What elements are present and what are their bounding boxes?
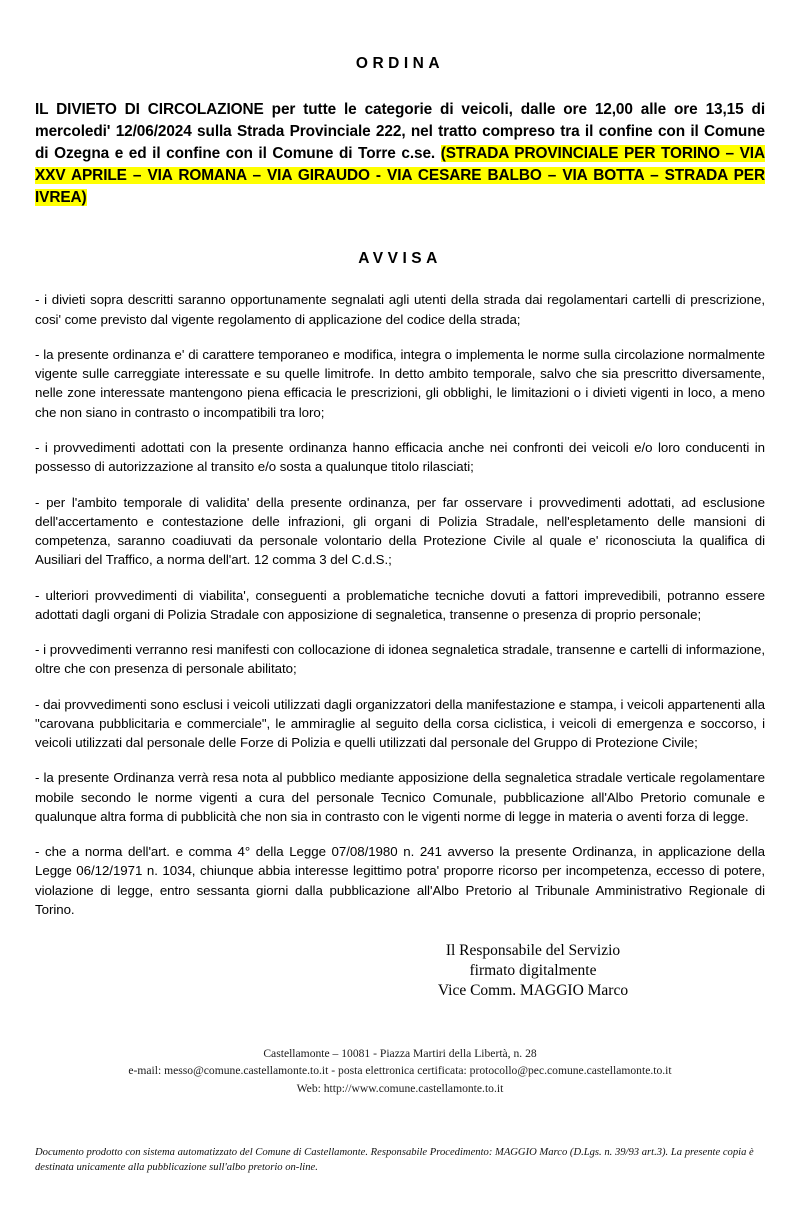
footer-address: Castellamonte – 10081 - Piazza Martiri della Libertà, n. 28	[263, 1046, 537, 1060]
avvisa-paragraph: - i provvedimenti verranno resi manifesti con collocazione di idonea segnaletica stradale, transenne e cartelli di informazione, oltre che con presenza di personale abilitato;	[35, 642, 765, 677]
avvisa-paragraph-list	[35, 290, 765, 919]
avvisa-paragraph: - dai provvedimenti sono esclusi i veicoli utilizzati dagli organizzatori della manifestazione e stampa, i veicoli appartenenti alla "carovana pubblicitaria e commerciale", le ammiraglie al seguito della corsa ciclistica, i veicoli di emergenza e soccorso, i veicoli utilizzati dal personale delle Forze di Polizia e quelli utilizzati dal personale del Gruppo di Protezione Civile;	[35, 696, 765, 751]
ordinance-highlighted-streets: (STRADA PROVINCIALE PER TORINO – VIA XXV APRILE – VIA ROMANA – VIA GIRAUDO - VIA CESARE BALBO – VIA BOTTA – STRADA PER IVREA)	[35, 144, 765, 206]
avvisa-paragraph: - per l'ambito temporale di validita' della presente ordinanza, per far osservare i provvedimenti adottati, ad esclusione dell'accertamento e contestazione delle infrazioni, gli organi di Polizia Stradale, nell'espletamento delle mansioni di competenza, saranno coadiuvati da personale volontario della Protezione Civile al quale e' riconosciuta la qualifica di Ausiliari del Traffico, a norma dell'art. 12 comma 3 del C.d.S.;	[35, 494, 765, 568]
ordinance-body	[35, 99, 765, 208]
avvisa-heading: AVVISA	[358, 250, 442, 268]
ordina-heading: ORDINA	[355, 55, 445, 72]
ordinance-text: IL DIVIETO DI CIRCOLAZIONE per tutte le categorie di veicoli, dalle ore 12,00 alle ore 13,15 di mercoledi' 12/06/2024 sulla Strada Provinciale 222, nel tratto compreso tra il confine con il Comune di Ozegna e ed il confine con il Comune di Torre c.se.	[35, 101, 765, 162]
footer-disclaimer: Documento prodotto con sistema automatizzato del Comune di Castellamonte. Responsabile Procedimento: MAGGIO Marco (D.Lgs. n. 39/93 art.3). La presente copia è destinata unicamente alla pubblicazione sull'albo pretorio on-line.	[35, 1147, 754, 1173]
signature-name: Vice Comm. MAGGIO Marco	[437, 981, 629, 999]
signature-role: Il Responsabile del Servizio	[445, 942, 621, 960]
signature-digital-note: firmato digitalmente	[469, 962, 597, 980]
footer-contact-block	[35, 1045, 765, 1097]
avvisa-paragraph: - ulteriori provvedimenti di viabilita', conseguenti a problematiche tecniche dovuti a fattori imprevedibili, potranno essere adottati dagli organi di Polizia Stradale con apposizione di segnaletica, transenne o presenza di proprio personale;	[35, 587, 765, 622]
avvisa-paragraph: - i divieti sopra descritti saranno opportunamente segnalati agli utenti della strada dai regolamentari cartelli di prescrizione, cosi' come previsto dal vigente regolamento di applicazione del codice della strada;	[35, 292, 765, 327]
footer-web-line: Web: http://www.comune.castellamonte.to.it	[296, 1081, 504, 1095]
avvisa-paragraph: - la presente ordinanza e' di carattere temporaneo e modifica, integra o implementa le norme sulla circolazione normalmente vigente sulle carreggiate interessate e su quelle limitrofe. In detto ambito temporale, salvo che sia prescritto diversamente, nelle zone interessate mantengono piena efficacia le prescrizioni, gli obblighi, le limitazioni o i divieti vigenti in loco, a meno che non siano in contrasto o incompatibili tra loro;	[35, 346, 765, 420]
signature-block	[323, 941, 743, 1000]
avvisa-paragraph: - la presente Ordinanza verrà resa nota al pubblico mediante apposizione della segnaletica stradale verticale regolamentare mobile secondo le norme vigenti a cura del personale Tecnico Comunale, pubblicazione all'Albo Pretorio comunale e qualunque altra forma di pubblicità che non sia in contrasto con le vigenti norme di legge in materia o aventi forza di legge.	[35, 770, 765, 824]
avvisa-paragraph: - i provvedimenti adottati con la presente ordinanza hanno efficacia anche nei confronti dei veicoli e/o loro conducenti in possesso di autorizzazione al transito e/o sosta a qualunque titolo rilasciati;	[35, 439, 765, 475]
footer-email-line: e-mail: messo@comune.castellamonte.to.it - posta elettronica certificata: protocollo@pec.comune.castellamonte.to.it	[128, 1064, 672, 1078]
avvisa-paragraph: - che a norma dell'art. e comma 4° della Legge 07/08/1980 n. 241 avverso la presente Ordinanza, in applicazione della Legge 06/12/1971 n. 1034, chiunque abbia interesse legittimo potra' proporre ricorso per incompetenza, eccesso di potere, violazione di legge, entro sessanta giorni dalla pubblicazione all'Albo Pretorio al Tribunale Amministrativo Regionale di Torino.	[35, 844, 765, 918]
